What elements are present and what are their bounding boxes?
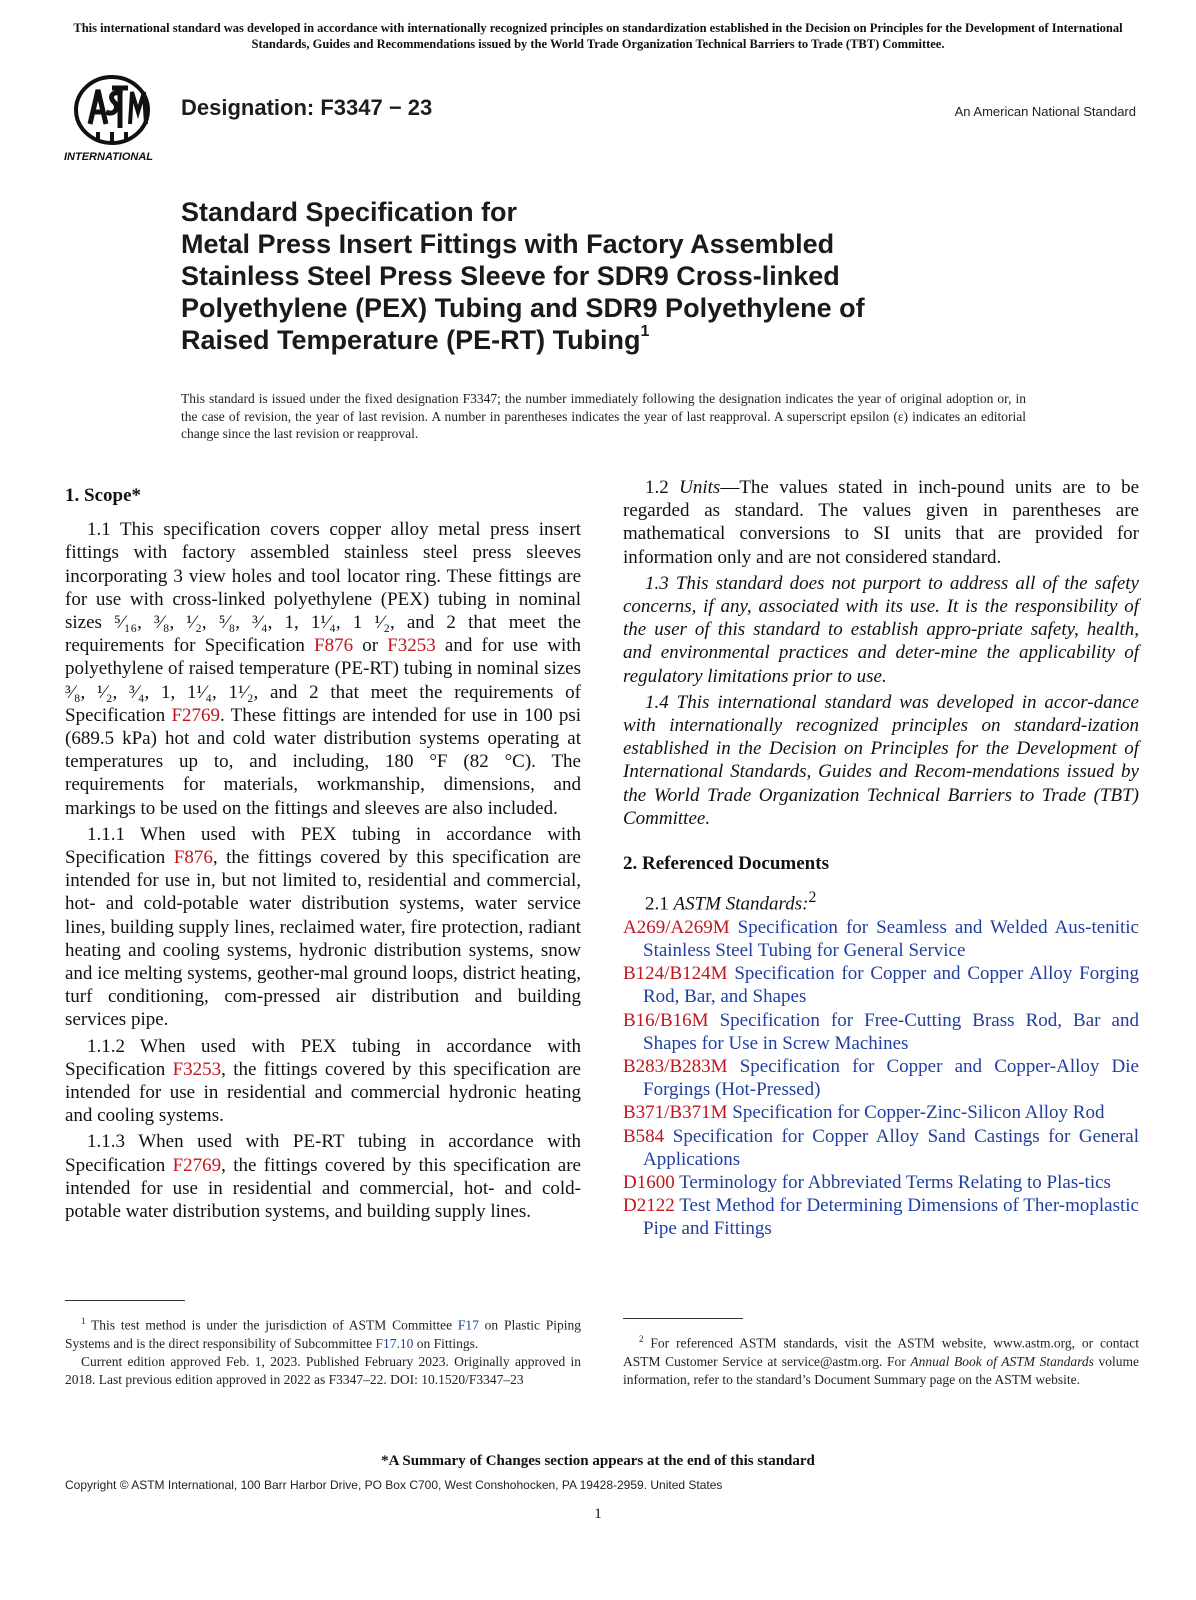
ref-link-f876[interactable]: F876 [314,635,354,657]
ref-link-f2769[interactable]: F2769 [171,704,221,726]
astm-logo [62,72,166,164]
astm-logo-icon [62,72,166,164]
ref-link-f3253[interactable]: F3253 [172,1058,222,1080]
list-item[interactable]: A269/A269M Specification for Seamless and Welded Aus-tenitic Stainless Steel Tubing for General Service [623,916,1139,961]
ref-link-f2769[interactable]: F2769 [172,1154,222,1176]
footnote-1: $^1$ This test method is under the jurisdiction of ASTM Committee F17 on Plastic Piping Systems and is the direct responsibility of Subcommittee F17.10 on Fittings. Current edition approved Feb. 1, 2023. Published February 2023. Originally approved in 2018. Last previous edition approved in 2022 as F3347–22. DOI: 10.1520/F3347–23 [65,1316,581,1387]
footnote-divider [623,1318,743,1319]
designation: Designation: F3347 − 23 [181,95,433,120]
list-item[interactable]: B371/B371M Specification for Copper-Zinc-Silicon Alloy Rod [623,1102,1105,1124]
astm-standards-subheading: 2.1 ASTM Standards:$^2$ [645,889,817,915]
list-item[interactable]: B124/B124M Specification for Copper and Copper Alloy Forging Rod, Bar, and Shapes [623,963,1139,1008]
ref-link-f876[interactable]: F876 [173,847,213,869]
referenced-documents-list [623,916,1139,1241]
list-item[interactable]: B584 Specification for Copper Alloy Sand Castings for General Applications [623,1125,1139,1170]
paragraph-1-1: 1.1 This specification covers copper alloy metal press insert fittings with factory assembled stainless steel press sleeves incorporating 3 view holes and tool locator ring. These fittings are for use with cross-linked polyethylene (PEX) tubing in nominal sizes ⁵⁄₁₆, ³⁄₈, ¹⁄₂, ⁵⁄₈, ³⁄₄, 1, 1¹⁄₄, 1 ¹⁄₂, and 2 that meet the requirements for Specification F876 or F3253 and for use with polyethylene of raised temperature (PE-RT) tubing in nominal sizes ³⁄₈, ¹⁄₂, ³⁄₄, 1, 1¹⁄₄, 1¹⁄₂, and 2 that meet the requirements of Specification F2769. These fittings are intended for use in 100 psi (689.5 kPa) hot and cold water distribution systems operating at temperatures up to, and including, 180 °F (82 °C). The requirements for materials, workmanship, dimensions, and markings to be used on the fittings and sleeves are also included. [65,519,582,819]
page-number: 1 [594,1506,602,1522]
paragraph-1-2: 1.2 Units—The values stated in inch-pound units are to be regarded as standard. The values given in parentheses are mathematical conversions to SI units that are provided for information only and are not considered standard. [623,477,1139,568]
title-line: Stainless Steel Press Sleeve for SDR9 Cross-linked [181,261,840,291]
american-national-standard: An American National Standard [954,104,1136,119]
title-line [181,324,981,356]
title-footnote-mark: 1 [640,323,650,340]
title-line-text: Raised Temperature (PE-RT) Tubing [181,325,641,355]
list-item[interactable]: B16/B16M Specification for Free-Cutting Brass Rod, Bar and Shapes for Use in Screw Machines [623,1009,1139,1054]
right-column [623,476,1139,1241]
title-line: Polyethylene (PEX) Tubing and SDR9 Polyethylene of [181,293,865,323]
logo-text: INTERNATIONAL [64,151,154,163]
left-column [65,484,581,1223]
referenced-documents-heading: 2. Referenced Documents [623,853,829,875]
ref-link-f17-10[interactable]: F17.10 [375,1335,414,1351]
scope-heading: 1. Scope* [65,485,141,506]
summary-of-changes-note: *A Summary of Changes section appears at the end of this standard [381,1453,815,1469]
footnote-2: $^2$ For referenced ASTM standards, visit the ASTM website, www.astm.org, or contact ASTM Customer Service at service@astm.org. For Annual Book of ASTM Standards volume information, refer to the standard’s Document Summary page on the ASTM website. [623,1334,1140,1387]
paragraph-1-1-3: 1.1.3 When used with PE-RT tubing in accordance with Specification F2769, the fittings covered by this specification are intended for use in residential and commercial, hot- and cold-potable water distribution systems, and building supply lines. [65,1131,581,1223]
copyright: Copyright © ASTM International, 100 Barr Harbor Drive, PO Box C700, West Conshohocken, PA 19428-2959. United States [65,1478,723,1492]
list-item[interactable]: B283/B283M Specification for Copper and Copper-Alloy Die Forgings (Hot-Pressed) [623,1056,1139,1101]
paragraph-1-3: 1.3 This standard does not purport to address all of the safety concerns, if any, associated with its use. It is the responsibility of the user of this standard to establish appro-priate safety, health, and environmental practices and deter-mine the applicability of regulatory limitations prior to use. [623,572,1139,687]
paragraph-1-4: 1.4 This international standard was developed in accor-dance with internationally recognized principles on standard-ization established in the Decision on Principles for the Development of International Standards, Guides and Recom-mendations issued by the World Trade Organization Technical Barriers to Trade (TBT) Committee. [623,691,1139,829]
title-line: Standard Specification for [181,197,518,227]
title-line: Metal Press Insert Fittings with Factory Assembled [181,229,835,259]
ref-link-f17[interactable]: F17 [457,1317,479,1333]
footnote-divider [65,1300,185,1301]
list-item[interactable]: D1600 Terminology for Abbreviated Terms Relating to Plas-tics [623,1172,1111,1194]
paragraph-1-1-1: 1.1.1 When used with PEX tubing in accordance with Specification F876, the fittings covered by this specification are intended for use in, but not limited to, residential and commercial, hot- and cold-potable water distribution systems, water service lines, building supply lines, reclaimed water, fire protection, radiant heating and cooling systems, hydronic distribution systems, snow and ice melting systems, geother-mal ground loops, district heating, turf conditioning, com-pressed air distribution and building services pipe. [65,823,581,1031]
paragraph-1-1-2: 1.1.2 When used with PEX tubing in accordance with Specification F3253, the fittings covered by this specification are intended for use in residential and commercial hydronic heating and cooling systems. [65,1035,581,1127]
list-item[interactable]: D2122 Test Method for Determining Dimensions of Ther-moplastic Pipe and Fittings [623,1195,1139,1240]
issued-note: This standard is issued under the fixed designation F3347; the number immediately following the designation indicates the year of original adoption or, in the case of revision, the year of last revision. A number in parentheses indicates the year of last reapproval. A superscript epsilon (ε) indicates an editorial change since the last revision or reapproval. [181,391,1026,441]
ref-link-f3253[interactable]: F3253 [387,635,436,657]
document-title [181,196,981,356]
top-notice: This international standard was developed in accordance with internationally recognized principles on standardization established in the Decision on Principles for the Development of International Standards, Guides and Recommendations issued by the World Trade Organization Technical Barriers to Trade (TBT) Committee. [73,21,1123,51]
